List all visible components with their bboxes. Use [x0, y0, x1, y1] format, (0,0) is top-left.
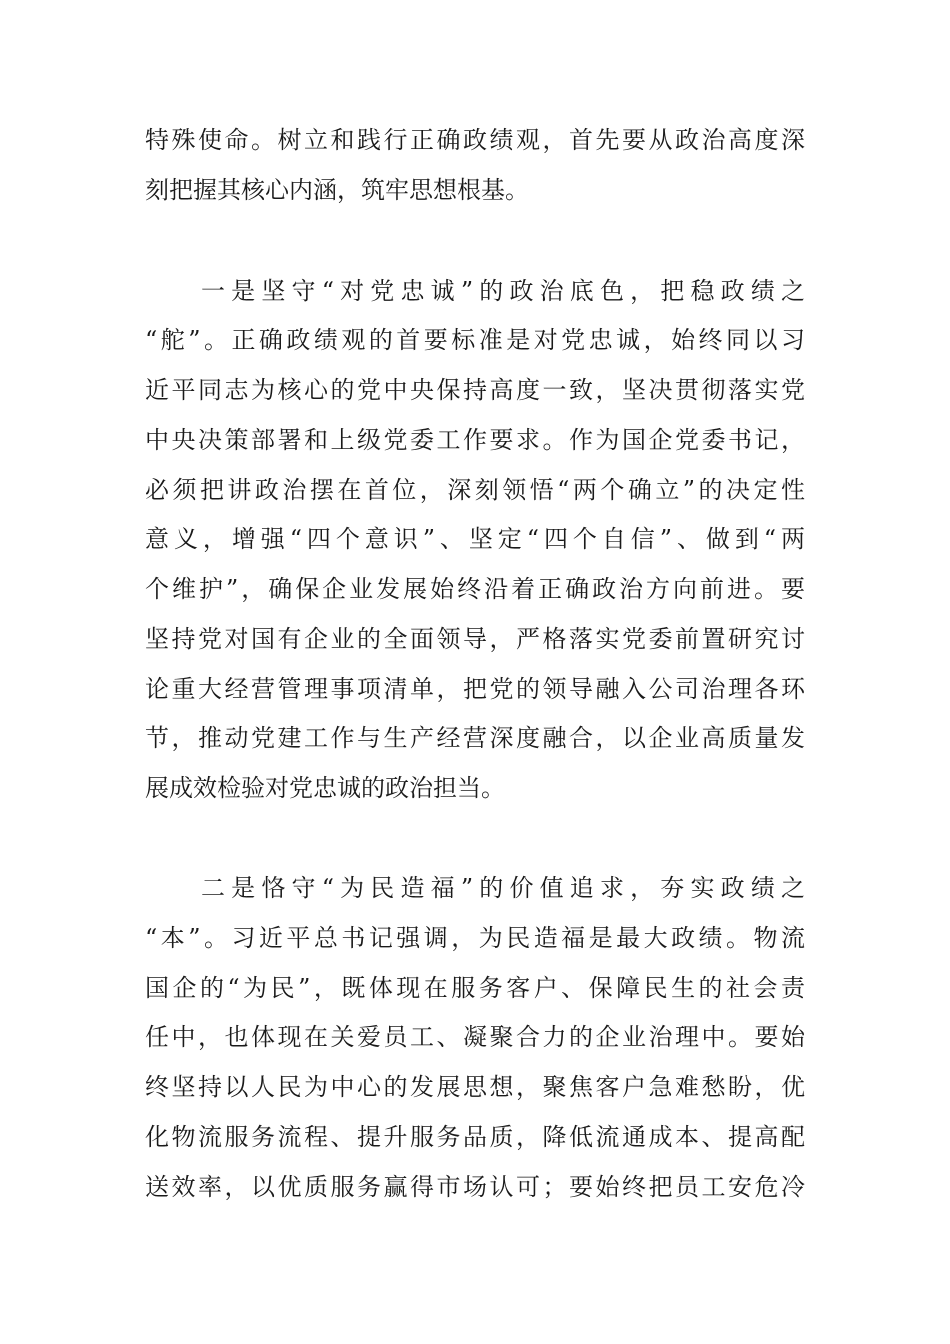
paragraph-2-line-7: 个维护”，确保企业发展始终沿着正确政治方向前进。要 [145, 575, 805, 603]
paragraph-2-line-9: 论重大经营管理事项清单，把党的领导融入公司治理各环 [145, 675, 805, 703]
paragraph-2-line-1: 一是坚守“对党忠诚”的政治底色，把稳政绩之 [201, 277, 805, 305]
paragraph-2-line-10: 节，推动党建工作与生产经营深度融合，以企业高质量发 [145, 724, 805, 752]
paragraph-3-line-1: 二是恪守“为民造福”的价值追求，夯实政绩之 [201, 874, 805, 902]
paragraph-3-line-6: 化物流服务流程、提升服务品质，降低流通成本、提高配 [145, 1123, 805, 1151]
paragraph-1-line-2: 刻把握其核心内涵，筑牢思想根基。 [145, 176, 529, 204]
paragraph-2-line-5: 必须把讲政治摆在首位，深刻领悟“两个确立”的决定性 [145, 476, 805, 504]
paragraph-2-line-11: 展成效检验对党忠诚的政治担当。 [145, 774, 505, 802]
paragraph-3-line-5: 终坚持以人民为中心的发展思想，聚焦客户急难愁盼，优 [145, 1073, 805, 1101]
paragraph-3-line-2: “本”。习近平总书记强调，为民造福是最大政绩。物流 [145, 924, 805, 952]
paragraph-2-line-8: 坚持党对国有企业的全面领导，严格落实党委前置研究讨 [145, 625, 805, 653]
paragraph-2-line-4: 中央决策部署和上级党委工作要求。作为国企党委书记， [145, 426, 805, 454]
paragraph-3-line-4: 任中，也体现在关爱员工、凝聚合力的企业治理中。要始 [145, 1023, 805, 1051]
paragraph-2-line-3: 近平同志为核心的党中央保持高度一致，坚决贯彻落实党 [145, 376, 805, 404]
paragraph-3-line-3: 国企的“为民”，既体现在服务客户、保障民生的社会责 [145, 974, 805, 1002]
paragraph-2-line-2: “舵”。正确政绩观的首要标准是对党忠诚，始终同以习 [145, 326, 805, 354]
paragraph-1-line-1: 特殊使命。树立和践行正确政绩观，首先要从政治高度深 [145, 126, 805, 154]
paragraph-3-line-7: 送效率，以优质服务赢得市场认可；要始终把员工安危冷 [145, 1173, 805, 1201]
paragraph-2-line-6: 意义，增强“四个意识”、坚定“四个自信”、做到“两 [145, 525, 805, 553]
